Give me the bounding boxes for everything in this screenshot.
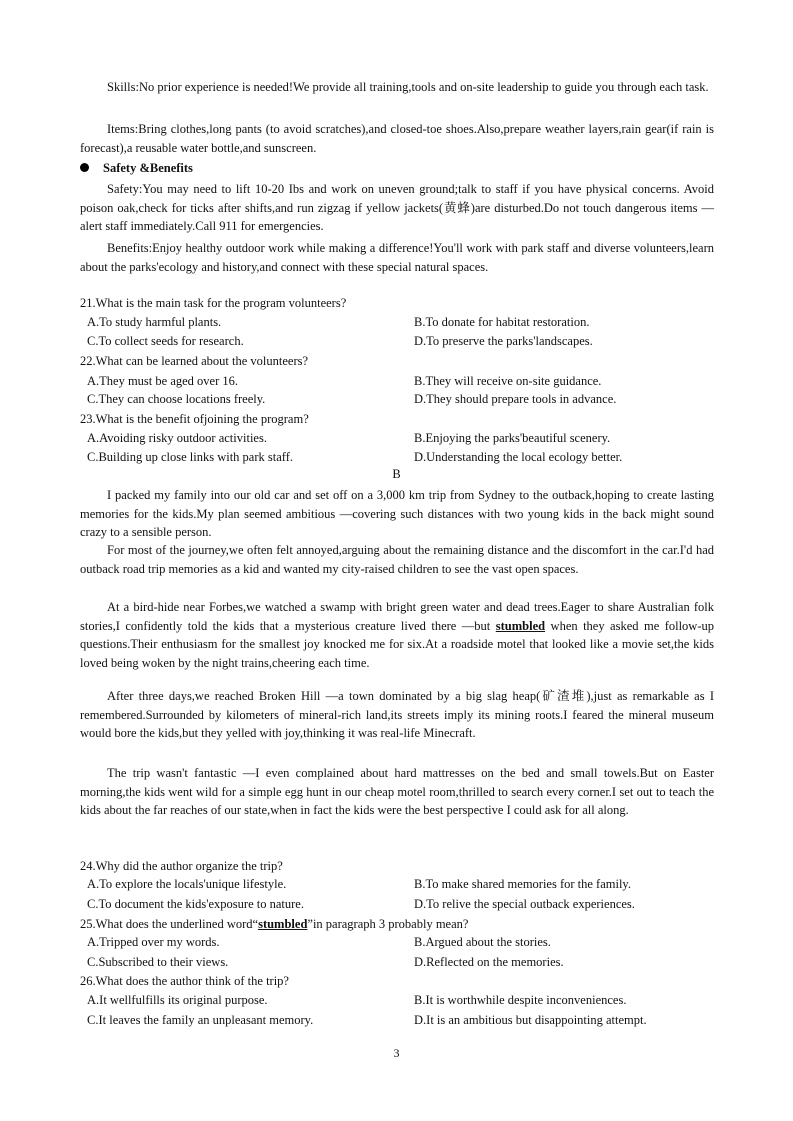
question-25: 25.What does the underlined word“stumbled”in paragraph 3 probably mean? (80, 917, 469, 931)
q22-option-c: C.They can choose locations freely. (87, 392, 266, 406)
q24-option-c: C.To document the kids'exposure to nature. (87, 897, 304, 911)
question-21: 21.What is the main task for the program volunteers? (80, 296, 347, 310)
page-number: 3 (393, 1046, 400, 1060)
q26-option-c: C.It leaves the family an unpleasant memory. (87, 1013, 314, 1027)
safety-benefits-heading: Safety &Benefits (80, 159, 193, 177)
q25-option-b: B.Argued about the stories. (414, 935, 551, 949)
passage-b-paragraph-1: I packed my family into our old car and set off on a 3,000 km trip from Sydney to the outback,hoping to create lasting memories for the kids.My plan seemed ambitious —covering such distances with two young kids in the back might sound crazy to a sensible person. (80, 488, 714, 539)
q21-option-c: C.To collect seeds for research. (87, 334, 244, 348)
passage-b-paragraph-2: For most of the journey,we often felt annoyed,arguing about the remaining distance and the discomfort in the car.I'd had outback road trip memories as a kid and wanted my city-raised children to see the vast open spaces. (80, 543, 714, 576)
passage-b-paragraph-5: The trip wasn't fantastic —I even complained about hard mattresses on the bed and small towels.But on Easter morning,the kids went wild for a simple egg hunt in our cheap motel room,thrilled to search every corner.I set out to teach the kids about the far reaches of our state,when in fact the kids were the best perspective I could ask for all along. (80, 766, 714, 817)
passage-b-label: B (392, 467, 401, 481)
skills-paragraph: Skills:No prior experience is needed!We provide all training,tools and on-site leadership to guide you through each task. (107, 80, 709, 94)
q25-option-d: D.Reflected on the memories. (414, 955, 564, 969)
q21-option-d: D.To preserve the parks'landscapes. (414, 334, 593, 348)
passage-b-paragraph-4: After three days,we reached Broken Hill —a town dominated by a big slag heap(矿渣堆),just as remarkable as I remembered.Surrounded by kilometers of mineral-rich land,its streets imply its mining roots.I feared the mineral museum would bore the kids,but they yelled with joy,thinking it was real-life Minecraft. (80, 689, 714, 740)
q22-option-d: D.They should prepare tools in advance. (414, 392, 617, 406)
safety-paragraph: Safety:You may need to lift 10-20 Ibs and work on uneven ground;talk to staff if you have physical concerns. Avoid poison oak,check for ticks after shifts,and run zigzag if yellow jackets(黄蜂)are disturbed.Do not touch dangerous items —alert staff immediately.Call 911 for emergencies. (80, 182, 714, 233)
question-22: 22.What can be learned about the volunteers? (80, 354, 309, 368)
benefits-paragraph: Benefits:Enjoy healthy outdoor work while making a difference!You'll work with park staff and diverse volunteers,learn about the parks'ecology and history,and connect with these special natural spaces. (80, 241, 714, 274)
q24-option-b: B.To make shared memories for the family. (414, 877, 631, 891)
q23-option-d: D.Understanding the local ecology better. (414, 450, 623, 464)
q21-option-b: B.To donate for habitat restoration. (414, 315, 590, 329)
passage-b-paragraph-3: At a bird-hide near Forbes,we watched a swamp with bright green water and dead trees.Eager to share Australian folk stories,I confidently told the kids that a mysterious creature lived there —but stumbled when they asked me follow-up questions.Their enthusiasm for the smallest joy knocked me for six.At a roadside motel that looked like a movie set,the kids loved being woken by the night trains,cheering each time. (80, 600, 714, 670)
question-23: 23.What is the benefit ofjoining the program? (80, 412, 309, 426)
q22-option-a: A.They must be aged over 16. (87, 374, 239, 388)
q21-option-a: A.To study harmful plants. (87, 315, 222, 329)
items-paragraph: Items:Bring clothes,long pants (to avoid scratches),and closed-toe shoes.Also,prepare weather layers,rain gear(if rain is forecast),a reusable water bottle,and sunscreen. (80, 122, 714, 155)
q22-option-b: B.They will receive on-site guidance. (414, 374, 602, 388)
q24-option-a: A.To explore the locals'unique lifestyle. (87, 877, 287, 891)
underlined-word-in-question: stumbled (258, 917, 308, 931)
q26-option-b: B.It is worthwhile despite inconveniences. (414, 993, 627, 1007)
q24-option-d: D.To relive the special outback experiences. (414, 897, 635, 911)
q26-option-d: D.It is an ambitious but disappointing attempt. (414, 1013, 647, 1027)
question-26: 26.What does the author think of the trip? (80, 974, 289, 988)
bullet-icon (80, 163, 89, 172)
underlined-word: stumbled (495, 618, 546, 633)
q23-option-c: C.Building up close links with park staff. (87, 450, 294, 464)
q25-option-a: A.Tripped over my words. (87, 935, 220, 949)
q23-option-b: B.Enjoying the parks'beautiful scenery. (414, 431, 611, 445)
q25-option-c: C.Subscribed to their views. (87, 955, 229, 969)
question-24: 24.Why did the author organize the trip? (80, 859, 283, 873)
q26-option-a: A.It wellfulfills its original purpose. (87, 993, 268, 1007)
q23-option-a: A.Avoiding risky outdoor activities. (87, 431, 267, 445)
